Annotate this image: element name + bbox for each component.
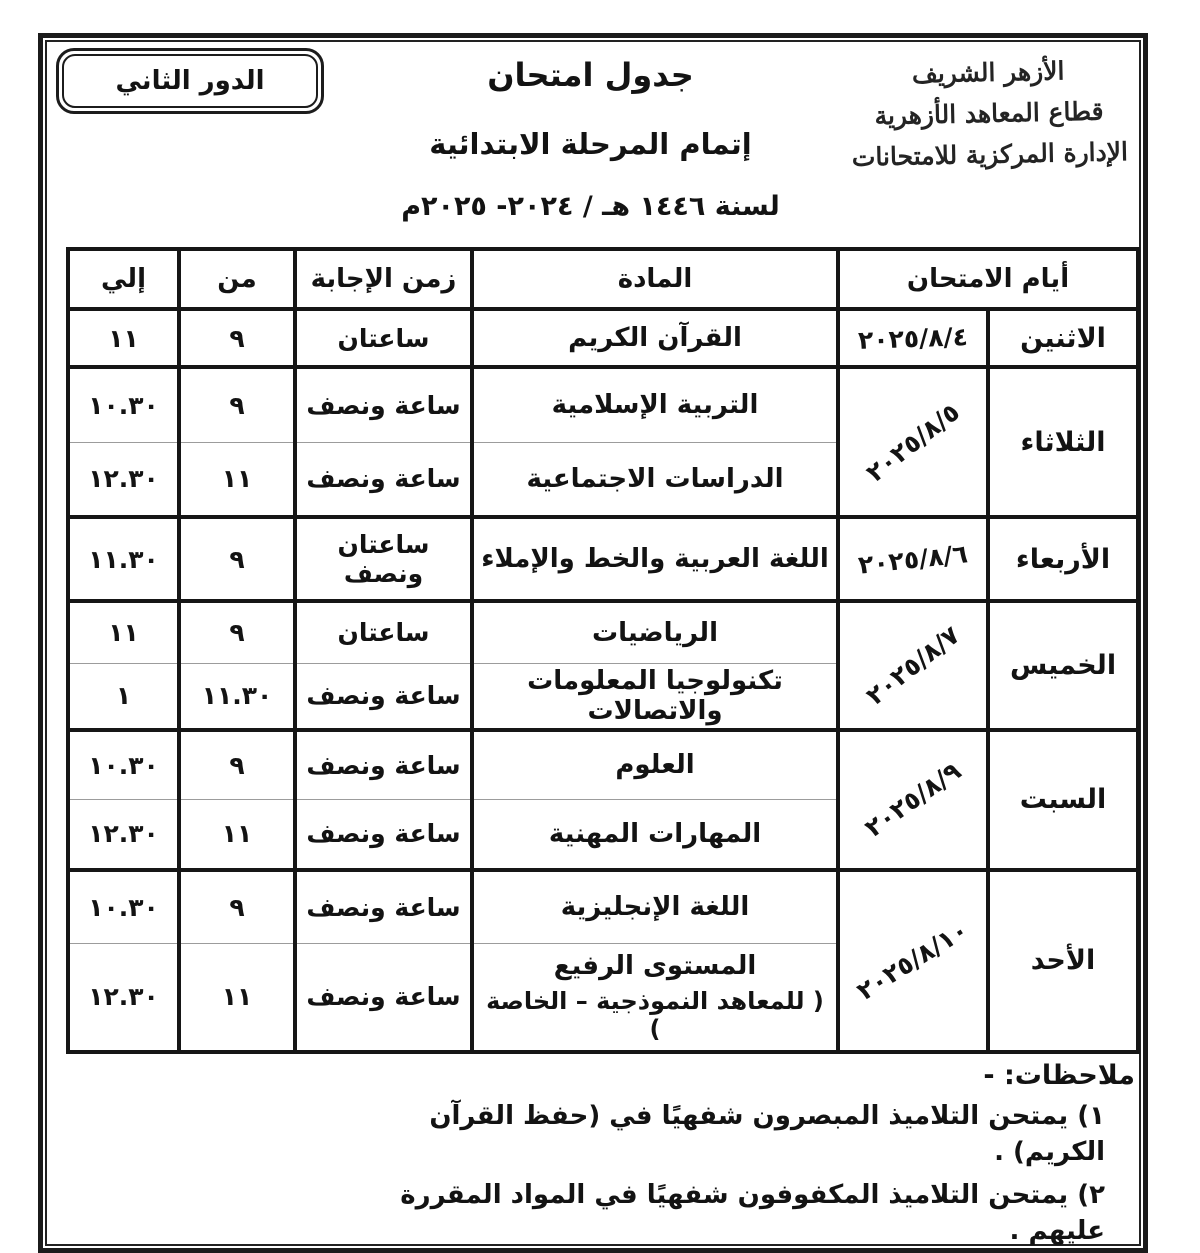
- from-cell: ١١.٣٠: [179, 663, 295, 730]
- to-cell: ١٠.٣٠: [68, 367, 179, 442]
- round-badge: [56, 48, 324, 114]
- subject-name: التربية الإسلامية: [551, 390, 759, 421]
- subject-cell: [472, 517, 838, 601]
- exam-date-text: ٢٠٢٥/٨/٦: [856, 538, 970, 580]
- duration-cell: ساعة ونصف: [295, 800, 472, 870]
- round-badge-label: الدور الثاني: [115, 66, 265, 96]
- exam-day-cell: الاثنين: [988, 309, 1138, 367]
- duration-cell: ساعة ونصف: [295, 870, 472, 944]
- exam-date-cell: [838, 517, 988, 601]
- to-cell: ١٠.٣٠: [68, 870, 179, 944]
- exam-table-head: [68, 249, 1138, 309]
- col-header-exam-days: أيام الامتحان: [838, 249, 1138, 309]
- note-item: ١) يمتحن التلاميذ المبصرون شفهيًا في (حفظ القرآن الكريم) .: [429, 1101, 1105, 1167]
- table-row: [68, 517, 1138, 601]
- duration-cell: ساعة ونصف: [295, 663, 472, 730]
- azhar-letterhead: [840, 49, 1139, 178]
- subject-name-sub: ( للمعاهد النموذجية – الخاصة ): [486, 986, 824, 1043]
- duration-cell: ساعتان ونصف: [295, 517, 472, 601]
- to-cell: ١١: [68, 309, 179, 367]
- subject-cell: [472, 309, 838, 367]
- subject-cell: [472, 730, 838, 800]
- exam-date-text: ٢٠٢٥/٨/٧: [860, 620, 966, 711]
- page-year-line: لسنة ١٤٤٦ هـ / ٢٠٢٤- ٢٠٢٥م: [401, 191, 780, 222]
- page-title: جدول امتحان: [487, 56, 694, 94]
- subject-name: اللغة العربية والخط والإملاء: [481, 544, 829, 574]
- page-subtitle: إتمام المرحلة الابتدائية: [429, 127, 752, 161]
- from-cell: ١١: [179, 442, 295, 517]
- table-row: [68, 730, 1138, 800]
- to-cell: ١٠.٣٠: [68, 730, 179, 800]
- from-cell: ١١: [179, 944, 295, 1052]
- subject-name: الدراسات الاجتماعية: [526, 463, 784, 494]
- table-row: [68, 870, 1138, 944]
- note-item: ٢) يمتحن التلاميذ المكفوفون شفهيًا في المواد المقررة عليهم .: [400, 1180, 1105, 1246]
- subject-cell: [472, 944, 838, 1052]
- exam-table-body: [68, 309, 1138, 1052]
- table-row: [68, 601, 1138, 663]
- subject-name: تكنولوجيا المعلومات والاتصالات: [527, 665, 783, 726]
- subject-name: المهارات المهنية: [548, 818, 762, 849]
- notes-title: ملاحظات: -: [983, 1060, 1135, 1091]
- page-frame: [38, 33, 1148, 1253]
- exam-date-text: ٢٠٢٥/٨/٩: [859, 756, 967, 843]
- subject-cell: [472, 367, 838, 442]
- to-cell: ١: [68, 663, 179, 730]
- from-cell: ٩: [179, 517, 295, 601]
- duration-cell: ساعة ونصف: [295, 730, 472, 800]
- to-cell: ١٢.٣٠: [68, 800, 179, 870]
- from-cell: ٩: [179, 870, 295, 944]
- from-cell: ١١: [179, 800, 295, 870]
- subject-cell: [472, 800, 838, 870]
- letterhead-line-1: الأزهر الشريف: [911, 56, 1065, 89]
- col-header-to: إلي: [68, 249, 179, 309]
- to-cell: ١١: [68, 601, 179, 663]
- exam-date-cell: [838, 367, 988, 517]
- from-cell: ٩: [179, 309, 295, 367]
- subject-name: الرياضيات: [591, 617, 718, 648]
- to-cell: ١٢.٣٠: [68, 944, 179, 1052]
- exam-date-cell: [838, 870, 988, 1052]
- exam-day-cell: الأحد: [988, 870, 1138, 1052]
- exam-date-cell: [838, 730, 988, 870]
- duration-cell: ساعة ونصف: [295, 442, 472, 517]
- exam-date-text: ٢٠٢٥/٨/١٠: [852, 915, 974, 1006]
- to-cell: ١٢.٣٠: [68, 442, 179, 517]
- subject-name: المستوى الرفيع: [553, 950, 757, 981]
- col-header-from: من: [179, 249, 295, 309]
- letterhead-line-3: الإدارة المركزية للامتحانات: [851, 137, 1129, 172]
- subject-name: العلوم: [615, 750, 695, 781]
- exam-day-cell: الخميس: [988, 601, 1138, 730]
- subject-name: القرآن الكريم: [568, 323, 742, 353]
- col-header-duration: زمن الإجابة: [295, 249, 472, 309]
- col-header-subject: المادة: [472, 249, 838, 309]
- exam-day-cell: السبت: [988, 730, 1138, 870]
- from-cell: ٩: [179, 367, 295, 442]
- letterhead-line-2: قطاع المعاهد الأزهرية: [874, 96, 1104, 131]
- exam-date-cell: [838, 309, 988, 367]
- subject-cell: [472, 870, 838, 944]
- duration-cell: ساعتان: [295, 601, 472, 663]
- exam-date-cell: [838, 601, 988, 730]
- duration-cell: ساعة ونصف: [295, 367, 472, 442]
- notes-section: [335, 1060, 1135, 1249]
- subject-name: اللغة الإنجليزية: [560, 892, 750, 923]
- from-cell: ٩: [179, 730, 295, 800]
- table-row: [68, 309, 1138, 367]
- duration-cell: ساعة ونصف: [295, 944, 472, 1052]
- to-cell: ١١.٣٠: [68, 517, 179, 601]
- subject-cell: [472, 442, 838, 517]
- duration-cell: ساعتان: [295, 309, 472, 367]
- title-block: [308, 56, 873, 222]
- subject-cell: [472, 663, 838, 730]
- exam-schedule-table: [66, 247, 1140, 1054]
- header-row: [68, 249, 1138, 309]
- subject-cell: [472, 601, 838, 663]
- from-cell: ٩: [179, 601, 295, 663]
- exam-day-cell: الثلاثاء: [988, 367, 1138, 517]
- table-row: [68, 367, 1138, 442]
- exam-date-text: ٢٠٢٥/٨/٥: [860, 396, 966, 488]
- exam-day-cell: الأربعاء: [988, 517, 1138, 601]
- exam-date-text: ٢٠٢٥/٨/٤: [857, 321, 969, 355]
